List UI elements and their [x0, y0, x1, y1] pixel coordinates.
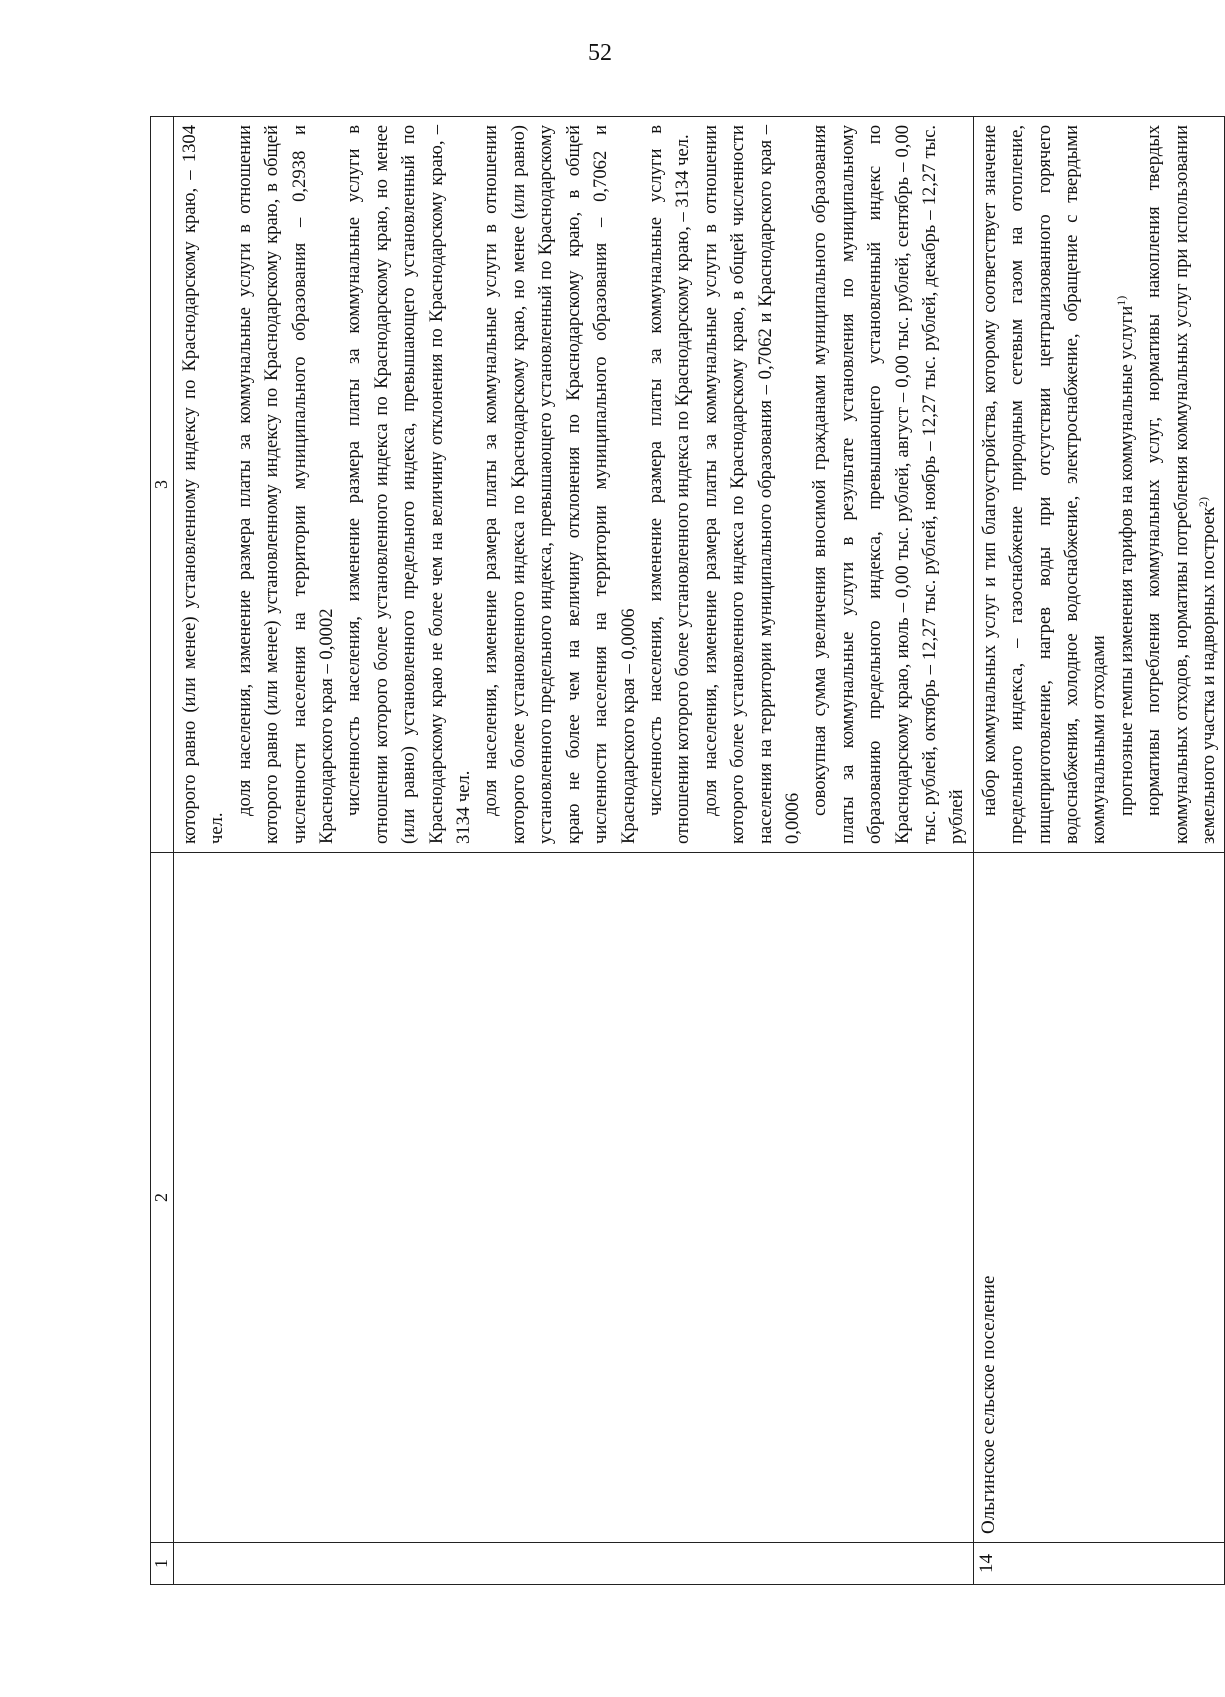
rotated-table-sheet	[150, 117, 1220, 1585]
table-header-row	[151, 117, 174, 1585]
paragraph: доля населения, изменение размера платы за коммунальные услуги в отношении которого более установленного индекса по Краснодарскому краю, но менее (или равно) установленного предельного индекса, превышающего установленный по Краснодарскому краю не более чем на величину отклонения по Краснодарскому краю, в общей численности населения на территории муниципального образования – 0,7062 и Краснодарского края – 0,0006	[480, 125, 639, 844]
column-header-1: 1	[151, 1543, 174, 1585]
paragraph: совокупная сумма увеличения вносимой гражданами муниципального образования платы за коммунальные услуги в результате установления по муниципальному образованию предельного индекса, превышающего установленный индекс по Краснодарскому краю, июль – 0,00 тыс. рублей, август – 0,00 тыс. рублей, сентябрь – 0,00 тыс. рублей, октябрь – 12,27 тыс. рублей, ноябрь – 12,27 тыс. рублей, декабрь – 12,27 тыс. рублей	[809, 125, 968, 844]
row-description	[973, 117, 1225, 853]
paragraph: доля населения, изменение размера платы за коммунальные услуги в отношении которого равно (или менее) установленному индексу по Краснодарскому краю, в общей численности населения на территории муниципального образования – 0,2938 и Краснодарского края – 0,0002	[233, 125, 338, 844]
paragraph	[1140, 125, 1222, 844]
data-table	[150, 116, 1225, 1585]
row-number: 14	[973, 1543, 1225, 1585]
row-name	[174, 853, 974, 1543]
paragraph	[1113, 125, 1140, 844]
row-description	[174, 117, 974, 853]
paragraph: набор коммунальных услуг и тип благоустройства, которому соответствует значение предельного индекса, – газоснабжение природным сетевым газом на отопление, пищеприготовление, нагрев воды при отсутствии централизованного горячего водоснабжения, холодное водоснабжение, электроснабжение, обращение с твердыми коммунальными отходами	[978, 125, 1110, 844]
row-name: Ольгинское сельское поселение	[973, 853, 1225, 1543]
paragraph: численность населения, изменение размера платы за коммунальные услуги в отношении которого более установленного индекса по Краснодарскому краю, – 3134 чел.	[644, 125, 694, 844]
paragraph: доля населения, изменение размера платы за коммунальные услуги в отношении которого более установленного индекса по Краснодарскому краю, в общей численности населения на территории муниципального образования – 0,7062 и Краснодарского края – 0,0006	[699, 125, 803, 844]
table-row	[174, 117, 974, 1585]
paragraph-text: прогнозные темпы изменения тарифов на коммунальные услуги	[1115, 305, 1137, 816]
footnote-mark: 1)	[1113, 295, 1128, 306]
column-header-2: 2	[151, 853, 174, 1543]
footnote-mark: 2)	[1195, 497, 1210, 507]
table-row	[973, 117, 1225, 1585]
page-number: 52	[588, 40, 612, 66]
paragraph: численность населения, изменение размера платы за коммунальные услуги в отношении которого более установленного индекса по Краснодарскому краю, но менее (или равно) установленного предельного индекса, превышающего установленный по Краснодарскому краю не более чем на величину отклонения по Краснодарскому краю, – 3134 чел.	[343, 125, 475, 844]
paragraph-text: нормативы потребления коммунальных услуг, нормативы накопления твердых коммунальных отходов, нормативы потребления коммунальных услуг при использовании земельного участка и надворных построек	[1143, 125, 1220, 844]
column-header-3: 3	[151, 117, 174, 853]
row-number	[174, 1543, 974, 1585]
paragraph: которого равно (или менее) установленному индексу по Краснодарскому краю, – 1304 чел.	[179, 125, 228, 844]
